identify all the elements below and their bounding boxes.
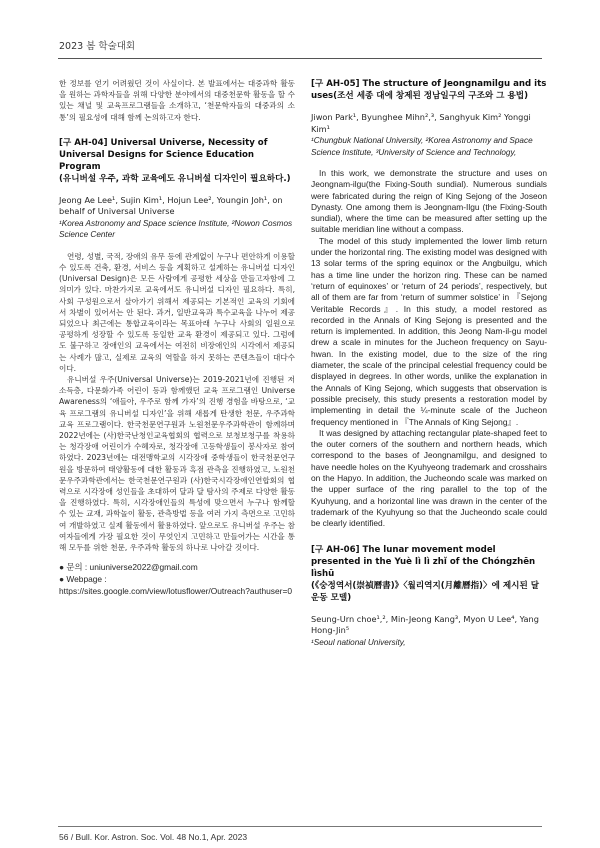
ah05-paragraph-2: The model of this study implemented the lower limb return under the horizontal ring. The existing model was designed with 13 solar terms of the spring equinox or the Angbuilgu, which has a time line under the horizon ring. These can be named ‘return of equinoxes’ or ‘return of 24 periods’, respectively, but all of them are far from ‘return of summer solstice’ in 『Sejong Veritable Records』. In this study, a model restored as recorded in the Annals of King Sejong is presented and the return is implemented. In addition, this Jeong Nam-il-gu model drew a scale in minutes for the Jucheon frequency on Sayu-hwan. In the existing model, due to the size of the ring diameter, the scale of the principal celestial frequency could be displayed in degrees. In other words, unlike the explanation in the Annals of King Sejong, which suggests that observation is possible precisely, this study presents a restoration model by implementing in detail the ¼-minute scale of the Jucheon frequency mentioned in 『The Annals of King Sejong』. [311,235,547,427]
ah04-paragraph-2: 유니버설 우주(Universal Universe)는 2019-2021년에 진행된 저소득층, 다문화가족 어린이 등과 함께했던 교육 프로그램인 Universe Awareness의 ‘애들아, 우주로 함께 가자’의 진행 경험을 바탕으로, ‘교육 프로그램의 유니버설 디자인’을 위해 새롭게 탄생한 천문, 우주과학 교육 프로그램이다. 한국천문연구원과 노원천문우주과학관이 함께하며 2022년에는 (사)한국난청인교육협회의 협력으로 보청보청구를 착용하는 청각장애 어린이가 수혜자로, 청각장애 고등학생들이 봉사자로 참여하였다. 2023년에는 대전맹학교의 시각장애 중학생들이 한국천문연구원을 방문하여 태양활동에 대한 활동과 흑점 관측을 진행하였고, 노원천문우주과학관에서는 한국천문연구원과 (사)한국시각장애인연합회의 협력으로 시각장애 성인들을 초대하여 달과 달 탐사의 주제로 다양한 활동을 진행하였다. 특히, 시각장애인들의 특성에 맞으면서 누구나 함께할 수 있는 교재, 과학놀이 활동, 관측방법 등을 여러 가지 측면으로 고민하여 개발하였고 실제 활동에서 활용하였다. 앞으로도 유니버설 우주는 참여자들에게 가장 필요한 것이 무엇인지 고민하고 만들어가는 시간을 통해 모두를 위한 천문, 우주과학 활동의 하나로 나아갈 것이다. [59,375,295,553]
ah04-contact-email: ● 문의 : uniuniverse2022@gmail.com [59,562,198,573]
ah06-title-korean: (《숭정역서(崇禎曆書)》〈월리역지(月離曆指)〉에 제시된 달 운동 모델) [311,580,540,603]
ah05-paragraph-1: In this work, we demonstrate the structure and uses on Jeongnam-ilgu(the Fixing-South sundial). Numerous sundials were fabricated during the reign of King Sejong of the Joseon Dynasty. One among them is Jeongnam-Ilgu (the Fixing-South sundial), where the time can be measured after setting up the suitable meridian line without a compass. [311,168,547,235]
ah06-affiliation: ¹Seoul national University, [311,637,406,647]
intro-paragraph: 한 정보를 얻기 어려웠던 것이 사실이다. 본 발표에서는 대중과학 활동을 원하는 과학자들을 위해 다양한 분야에서의 대중천문학 활동을 할 수 있는 채널 및 교육프로그램들을 소개하고, ‘천문학자들의 대중과의 소통’의 필요성에 대해 함께 논의하고자 한다. [59,79,295,122]
ah04-webpage-label: ● Webpage : [59,574,107,585]
page-header: 2023 봄 학술대회 [59,41,136,52]
footer-rule [58,826,542,827]
header-rule [58,58,542,59]
ah05-title: [구 AH-05] The structure of Jeongnamilgu and its uses(조선 세종 대에 창제된 정남일구의 구조와 그 용법) [311,79,547,101]
ah05-paragraph-3: It was designed by attaching rectangular plate-shaped feet to the outer corners of the southern and northern heads, which correspond to the bases of Jeongnamilgu, and designed to have needle holes on the Kyuhyeong trademark and crosshairs on the Hapyo. In addition, the Jucheondo scale was marked on the upper surface of the ring parallel to the top of the Kyuhyung, and a horizontal line was drawn in the center of the trademark of the Kyuhyung so that the Jucheondo scale could be clearly identified. [311,427,547,529]
ah04-authors: Jeong Ae Lee¹, Sujin Kim¹, Hojun Lee², Youngin Joh¹, on behalf of Universal Universe [59,194,283,217]
left-column [59,78,295,597]
right-column [311,78,547,658]
ah05-authors: Jiwon Park¹, Byunghee Mihn²,³, Sanghyuk Kim² Yonggi Kim¹ [311,112,531,134]
ah04-title-korean: (유니버설 우주, 과학 교육에도 유니버설 디자인이 필요하다.) [59,173,291,184]
ah06-authors: Seung-Urn choe¹,², Min-Jeong Kang³, Myon U Lee⁴, Yang Hong-Jin⁵ [311,613,539,635]
ah04-contact-block [59,561,295,597]
ah04-webpage-link[interactable]: https://sites.google.com/view/lotusflower/Outreach?authuser=0 [59,586,292,597]
ah04-paragraph-1: 연령, 성별, 국적, 장애의 유무 등에 관계없이 누구나 편안하게 이용할 수 있도록 건축, 환경, 서비스 등을 계획하고 설계하는 유니버설 디자인(Universal Design)은 모든 사람에게 공평한 세상을 만들고자함에 그 의미가 있다. 마찬가지로 교육에서도 유니버설 디자인 필요하다. 특히, 사회 구성원으로서 살아가기 위해서 제공되는 기본적인 교육의 기회에서 차별이 있어서는 안 된다. 과거, 일반교육과 특수교육을 나누어 제공되었으나 최근에는 통합교육이라는 목표아래 누구나 사회의 일원으로 공평하게 성장할 수 있도록 동일한 교육 환경이 제공되고 있다. 그럼에도 불구하고 장애인의 교육에서는 여전히 비장애인의 시각에서 제공되는 사례가 많고, 실제로 교육의 역할을 하지 못하는 콘텐츠들이 대다수이다. [59,251,295,373]
ah04-title: [구 AH-04] Universal Universe, Necessity of Universal Designs for Science Education Program [59,137,268,172]
ah06-title: [구 AH-06] The lunar movement model presented in the Yuè lì lì zhǐ of the Chóngzhēn lìshū [311,544,536,579]
ah05-affiliation: ¹Chungbuk National University, ²Korea Astronomy and Space Science Institute, ³University of Science and Technology, [311,136,533,157]
page-footer: 56 / Bull. Kor. Astron. Soc. Vol. 48 No.1, Apr. 2023 [59,832,248,842]
ah04-affiliation: ¹Korea Astronomy and Space science Institute, ²Nowon Cosmos Science Center [59,218,293,240]
